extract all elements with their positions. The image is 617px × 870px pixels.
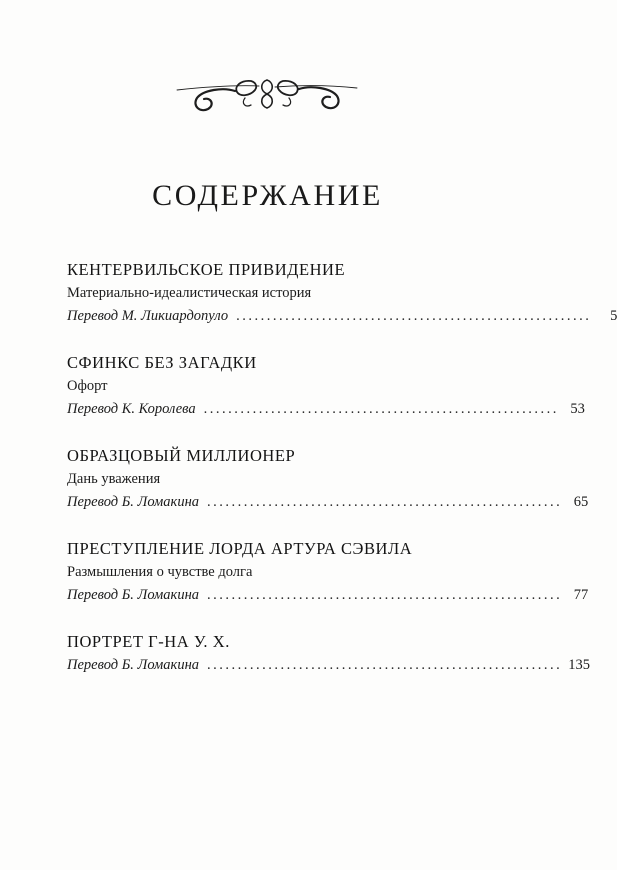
toc-entry-lord-arthur-savile[interactable] — [67, 537, 589, 607]
ornament-flourish-icon — [175, 68, 359, 116]
toc-translator: Перевод Б. Ломакина — [67, 494, 200, 510]
toc-entry-title[interactable]: ОБРАЗЦОВЫЙ МИЛЛИОНЕР — [67, 446, 296, 465]
toc-translator: Перевод М. Ликиардопуло — [67, 308, 229, 324]
toc-translator-line — [67, 491, 589, 514]
toc-entry-subtitle: Размышления о чувстве долга — [67, 564, 253, 580]
toc-page-number[interactable]: 65 — [573, 494, 589, 510]
dot-leader: .......................................................... — [207, 657, 563, 673]
toc-entry-subtitle: Материально-идеалистическая история — [67, 285, 312, 301]
toc-translator-line — [67, 398, 585, 421]
toc-entry-title[interactable]: КЕНТЕРВИЛЬСКОЕ ПРИВИДЕНИЕ — [67, 260, 346, 279]
toc-translator: Перевод Б. Ломакина — [67, 657, 200, 673]
toc-entry-sphinx-without-secret[interactable] — [67, 351, 585, 421]
toc-entry-model-millionaire[interactable] — [67, 444, 589, 514]
toc-translator-line — [67, 305, 617, 328]
toc-page-number[interactable]: 77 — [573, 587, 589, 603]
dot-leader: .......................................................... — [203, 401, 559, 417]
toc-entry-canterville-ghost[interactable] — [67, 258, 617, 328]
toc-translator: Перевод Б. Ломакина — [67, 587, 200, 603]
toc-translator: Перевод К. Королева — [67, 401, 196, 417]
toc-page-number[interactable]: 53 — [570, 401, 585, 417]
toc-page-number[interactable]: 5 — [610, 308, 617, 324]
toc-entry-title[interactable]: ПОРТРЕТ Г-НА У. Х. — [67, 632, 230, 651]
toc-entry-subtitle: Дань уважения — [67, 471, 161, 487]
toc-entry-portrait-mr-wh[interactable] — [67, 630, 591, 677]
dot-leader: .......................................................... — [236, 308, 592, 324]
table-of-contents — [67, 258, 617, 700]
toc-page-number[interactable]: 135 — [568, 657, 591, 673]
toc-entry-title[interactable]: ПРЕСТУПЛЕНИЕ ЛОРДА АРТУРА СЭВИЛА — [67, 539, 413, 558]
toc-entry-subtitle: Офорт — [67, 378, 108, 394]
dot-leader: .......................................................... — [207, 494, 563, 510]
toc-translator-line — [67, 584, 589, 607]
dot-leader: .......................................................... — [207, 587, 563, 603]
toc-entry-title[interactable]: СФИНКС БЕЗ ЗАГАДКИ — [67, 353, 257, 372]
toc-translator-line — [67, 654, 591, 677]
contents-heading: СОДЕРЖАНИЕ — [152, 179, 383, 212]
